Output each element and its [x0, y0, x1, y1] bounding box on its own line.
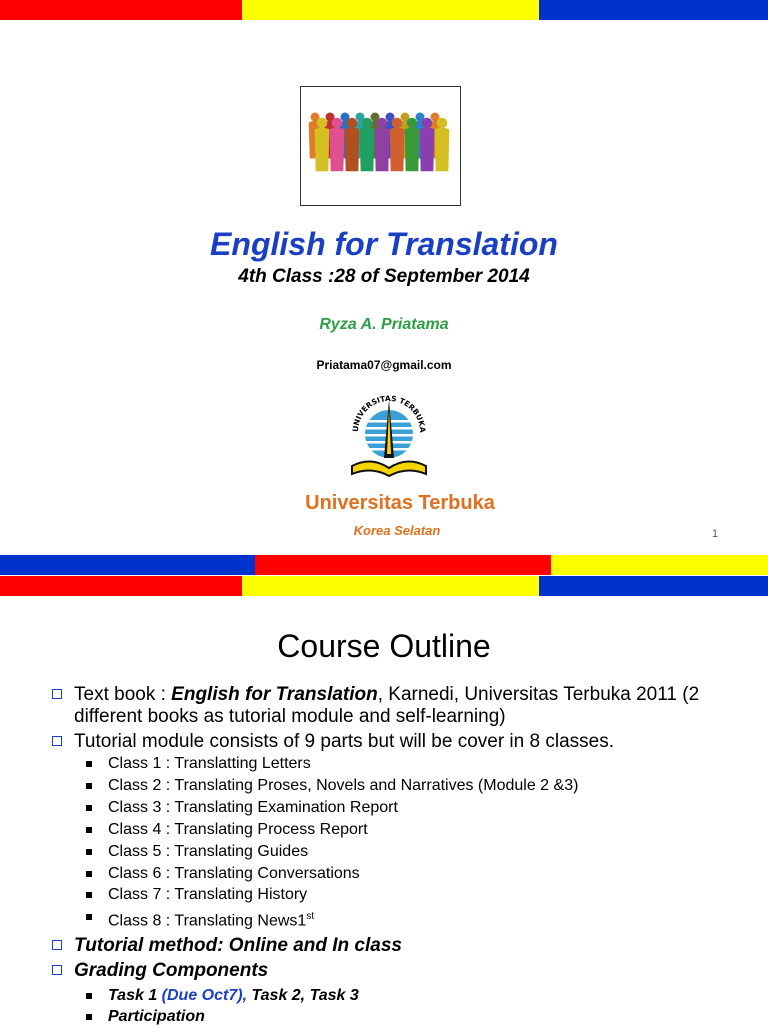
checkbox-bullet-icon — [52, 940, 62, 950]
class-item: Class 5 : Translating Guides — [52, 841, 752, 863]
task1-due: (Due Oct7), — [161, 986, 248, 1004]
author-email: Priatama07@gmail.com — [316, 358, 452, 372]
person-figure-body — [390, 128, 405, 172]
tutorial-module-item: Tutorial module consists of 9 parts but will be cover in 8 classes. — [52, 731, 752, 753]
person-figure-body — [405, 128, 420, 172]
top-color-stripe — [0, 0, 768, 20]
course-outline-title: Course Outline — [277, 628, 491, 664]
textbook-title: English for Translation — [171, 684, 378, 705]
presentation-title: English for Translation — [210, 226, 558, 262]
participation-item: Participation — [52, 1006, 752, 1028]
people-image — [300, 86, 461, 206]
university-subtitle: Korea Selatan — [353, 523, 441, 538]
person-figure-head — [422, 118, 433, 129]
checkbox-bullet-icon — [52, 689, 62, 699]
person-figure-body — [345, 128, 360, 172]
slide-number: 1 — [712, 528, 719, 540]
textbook-item: Text book : English for Translation, Karnedi, Universitas Terbuka 2011 (2 different books as tutorial module and self-learning) — [52, 684, 752, 728]
university-name: Universitas Terbuka — [305, 492, 495, 514]
person-figure-body — [420, 128, 435, 172]
author-name: Ryza A. Priatama — [319, 316, 449, 333]
course-outline-list — [52, 684, 752, 1028]
person-figure-head — [437, 118, 448, 129]
class-item: Class 7 : Translating History — [52, 884, 752, 906]
person-figure-head — [317, 118, 328, 129]
bottom-color-stripe — [0, 555, 768, 575]
person-figure-body — [315, 128, 330, 172]
person-figure-head — [347, 118, 358, 129]
checkbox-bullet-icon — [52, 965, 62, 975]
class-item: Class 3 : Translating Examination Report — [52, 797, 752, 819]
person-figure-head — [377, 118, 388, 129]
class-item: Class 4 : Translating Process Report — [52, 819, 752, 841]
tutorial-method-item: Tutorial method: Online and In class — [52, 935, 752, 957]
person-figure-head — [362, 118, 373, 129]
class-item: Class 1 : Translatting Letters — [52, 753, 752, 775]
class-item: Class 2 : Translating Proses, Novels and Narratives (Module 2 &3) — [52, 775, 752, 797]
logo-arc-text: UNIVERSITAS TERBUKA — [350, 393, 428, 433]
checkbox-bullet-icon — [52, 736, 62, 746]
person-figure-head — [407, 118, 418, 129]
class-list — [52, 753, 752, 933]
class-item: Class 8 : Translating News1st — [52, 906, 752, 932]
person-figure-head — [332, 118, 343, 129]
person-figure-body — [330, 128, 345, 172]
class-item: Class 6 : Translating Conversations — [52, 863, 752, 885]
university-logo — [344, 388, 434, 484]
person-figure-body — [375, 128, 390, 172]
grading-item: Grading Components — [52, 960, 752, 982]
class-date: 4th Class :28 of September 2014 — [238, 266, 530, 287]
person-figure-body — [435, 128, 450, 172]
task-item: Task 1 (Due Oct7), Task 2, Task 3 — [52, 985, 752, 1007]
slide2-top-color-stripe — [0, 576, 768, 596]
person-figure-body — [360, 128, 375, 172]
person-figure-head — [392, 118, 403, 129]
